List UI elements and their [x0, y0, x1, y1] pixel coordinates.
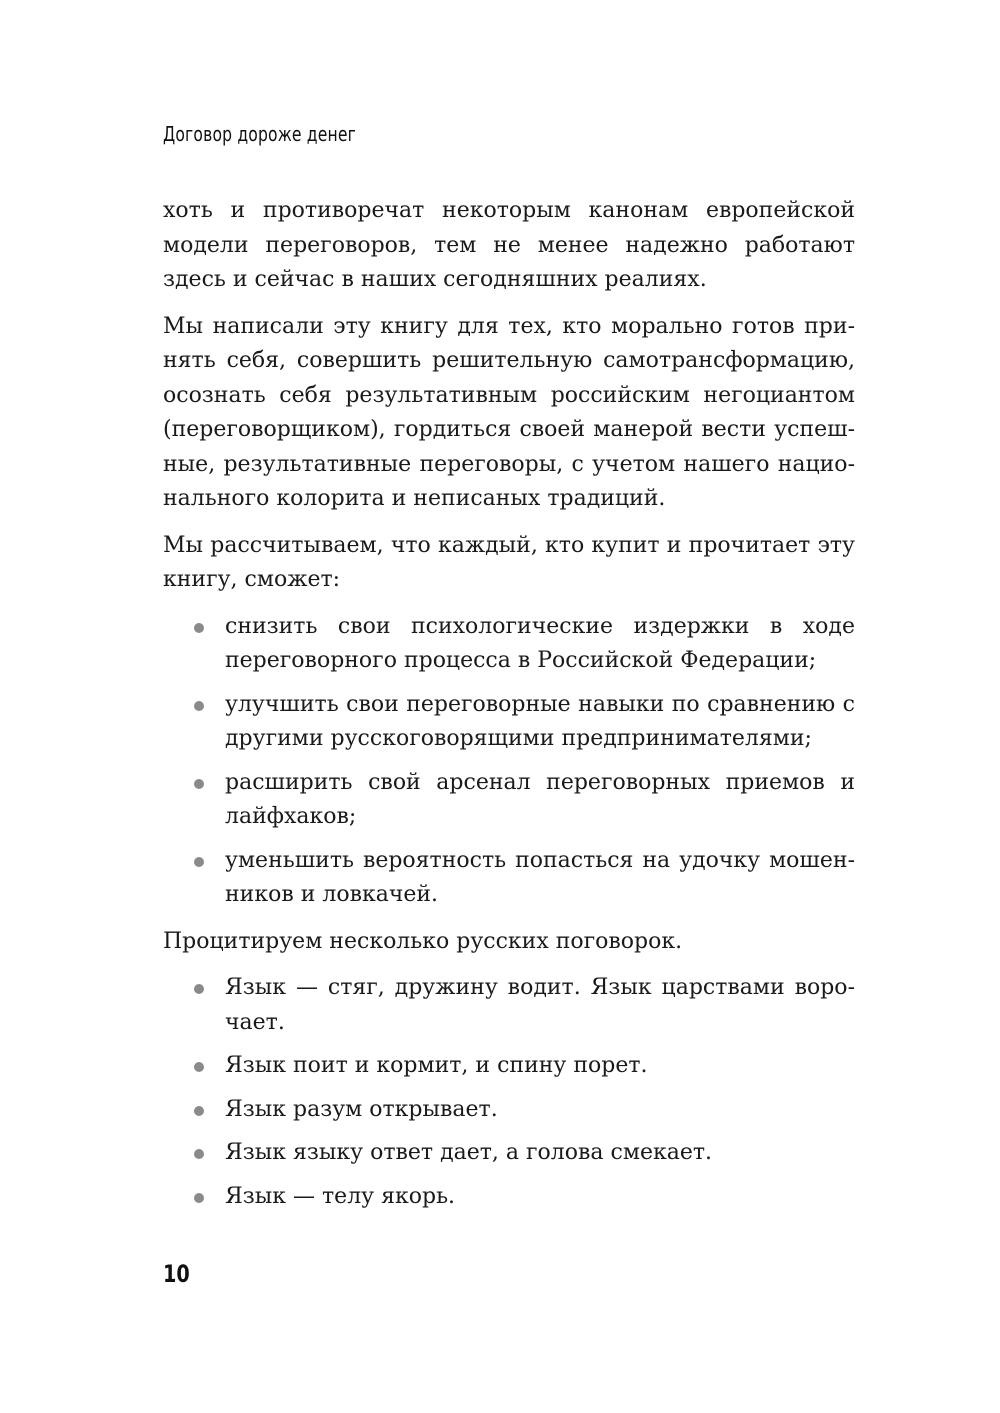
bullet-icon: [194, 1149, 204, 1159]
list-item-text: уменьшить вероятность попасться на удочку мошенников и ловкачей.: [225, 847, 855, 907]
list-item-text: Язык разум открывает.: [225, 1096, 498, 1122]
list-item-text: Язык — стяг, дружину водит. Язык царствами ворочает.: [225, 975, 855, 1035]
list-item: [163, 971, 855, 1040]
bullet-icon: [194, 701, 204, 711]
bullet-icon: [194, 984, 204, 994]
bullet-icon: [194, 1062, 204, 1072]
list-item: [163, 1180, 855, 1215]
bullet-icon: [194, 623, 204, 633]
list-item-text: Язык языку ответ дает, а голова смекает.: [225, 1140, 713, 1165]
paragraph: Мы написали эту книгу для тех, кто морально готов принять себя, совершить решительную самотрансформацию, осознать себя результативным российским негоциантом (переговорщиком), гордиться своей манерой вести успешные, результативные переговоры, с учетом нашего национального колорита и неписаных традиций.: [163, 313, 855, 511]
list-item: [163, 844, 855, 913]
list-item-text: расширить свой арсенал переговорных приемов и лайфхаков;: [225, 769, 855, 829]
list-item-text: улучшить свои переговорные навыки по сравнению с другими русскоговорящими предпринимателями;: [225, 691, 855, 751]
page-body: [163, 194, 855, 1226]
bullet-icon: [194, 779, 204, 789]
sayings-list: [163, 971, 855, 1214]
list-item-text: Язык — телу якорь.: [225, 1183, 456, 1209]
list-item: [163, 1093, 855, 1128]
bullet-icon: [194, 857, 204, 867]
list-item: [163, 1049, 855, 1084]
running-head-title: Договор дороже денег: [163, 122, 356, 146]
list-item-text: Язык поит и кормит, и спину порет.: [225, 1053, 648, 1078]
bullet-icon: [194, 1193, 204, 1203]
page-number: 10: [163, 1260, 190, 1288]
benefits-list: [163, 610, 855, 913]
list-item: [163, 688, 855, 757]
paragraph: Мы рассчитываем, что каждый, кто купит и прочитает эту книгу, сможет:: [163, 532, 855, 592]
list-item: [163, 1136, 855, 1171]
list-item: [163, 610, 855, 679]
list-item: [163, 766, 855, 835]
bullet-icon: [194, 1106, 204, 1116]
paragraph: хоть и противоречат некоторым канонам европейской модели переговоров, тем не менее надежно работают здесь и сейчас в наших сегодняшних реалиях.: [163, 198, 855, 292]
list-item-text: снизить свои психологические издержки в ходе переговорного процесса в Российской Федерации;: [225, 613, 855, 673]
paragraph: Процитируем несколько русских поговорок.: [163, 928, 683, 954]
